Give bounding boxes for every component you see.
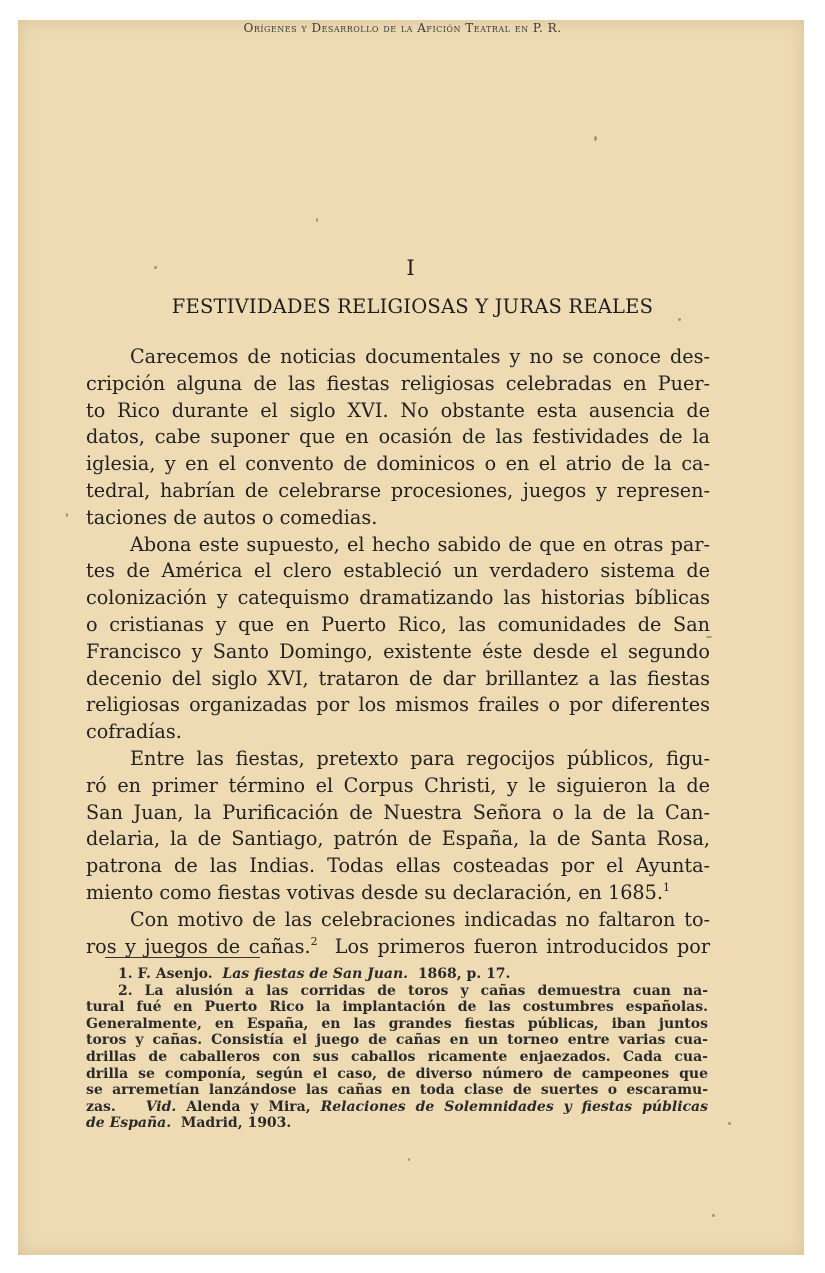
text-line: religiosas organizadas por los mismos frailes o por diferentes bbox=[86, 693, 710, 717]
paragraph-4 bbox=[86, 907, 710, 961]
scan-speck bbox=[728, 1122, 731, 1125]
scan-speck bbox=[408, 1158, 410, 1161]
footnote-2-line: se arremetían lanzándose las cañas en toda clase de suertes o escaramu- bbox=[86, 1082, 708, 1099]
footnote-ref-1: 1 bbox=[662, 880, 670, 894]
text-line: Con motivo de las celebraciones indicadas no faltaron to- bbox=[130, 907, 710, 931]
scan-speck bbox=[66, 513, 68, 517]
paragraph-2 bbox=[86, 532, 710, 746]
footnote-2-line: drilla se componía, según el caso, de diverso número de campeones que bbox=[86, 1065, 708, 1082]
scan-speck bbox=[712, 1214, 715, 1217]
text-line: o cristianas y que en Puerto Rico, las comunidades de San bbox=[86, 612, 710, 636]
text-line: ró en primer término el Corpus Christi, y le siguieron la de bbox=[86, 773, 710, 797]
footnote-2-title: Relaciones de Solemnidades y fiestas públicas bbox=[320, 1098, 709, 1115]
scan-speck bbox=[594, 136, 597, 141]
text-line: San Juan, la Purificación de Nuestra Señora o la de la Can- bbox=[86, 800, 710, 824]
footnote-2-line: 2. La alusión a las corridas de toros y cañas demuestra cuan na- bbox=[118, 982, 708, 999]
text-line: cofradías. bbox=[86, 720, 182, 744]
text-line: iglesia, y en el convento de dominicos o en el atrio de la ca- bbox=[86, 452, 710, 476]
footnote-2-title-cont: de España. bbox=[86, 1115, 172, 1132]
text-line: taciones de autos o comedias. bbox=[86, 505, 378, 529]
text-line: cripción alguna de las fiestas religiosas celebradas en Puer- bbox=[86, 371, 710, 395]
text-line: tes de América el clero estableció un verdadero sistema de bbox=[86, 559, 710, 583]
body-text bbox=[86, 344, 710, 960]
text-line: Francisco y Santo Domingo, existente éste desde el segundo bbox=[86, 639, 710, 663]
footnote-2-line: drillas de caballeros con sus caballos ricamente enjaezados. Cada cua- bbox=[86, 1048, 708, 1065]
footnote-2-author: Alenda y Mira, bbox=[186, 1098, 311, 1115]
footnote-2-vid: Vid. bbox=[145, 1098, 177, 1115]
footnote-2-line: tural fué en Puerto Rico la implantación de las costumbres españolas. bbox=[86, 999, 708, 1016]
footnote-ref-2: 2 bbox=[310, 934, 318, 948]
text-line bbox=[86, 880, 710, 907]
scan-speck bbox=[154, 266, 157, 269]
text-line-tail: Los primeros fueron introducidos por bbox=[334, 934, 710, 958]
text-line: colonización y catequismo dramatizando las historias bíblicas bbox=[86, 586, 710, 610]
footnote-1-suffix: 1868, p. 17. bbox=[417, 966, 511, 982]
paragraph-1 bbox=[86, 344, 710, 532]
running-head: Orígenes y Desarrollo de la Afición Teatral en P. R. bbox=[243, 21, 562, 35]
footnote-1 bbox=[86, 966, 708, 983]
text-line: delaria, la de Santiago, patrón de España, la de Santa Rosa, bbox=[86, 827, 710, 851]
footnote-2-line bbox=[86, 1115, 708, 1132]
footnote-2-line: Generalmente, en España, en las grandes fiestas públicas, iban juntos bbox=[86, 1015, 708, 1032]
footnote-2-prefix: zas. bbox=[86, 1098, 116, 1115]
footnote-1-title: Las fiestas de San Juan. bbox=[222, 966, 409, 982]
text-line: Carecemos de noticias documentales y no se conoce des- bbox=[130, 345, 710, 368]
text-line: tedral, habrían de celebrarse procesiones, juegos y represen- bbox=[86, 478, 710, 502]
text-line: to Rico durante el siglo XVI. No obstante esta ausencia de bbox=[86, 398, 710, 422]
chapter-number: I bbox=[406, 256, 415, 280]
scan-speck bbox=[706, 636, 712, 638]
text-line: Entre las fiestas, pretexto para regocijos públicos, figu- bbox=[130, 746, 710, 770]
paragraph-3 bbox=[86, 746, 710, 907]
footnote-rule bbox=[105, 957, 260, 958]
text-line: patrona de las Indias. Todas ellas costeadas por el Ayunta- bbox=[86, 854, 710, 878]
footnote-2-line: toros y cañas. Consistía el juego de cañas en un torneo entre varias cua- bbox=[86, 1032, 708, 1049]
text-line-content: ros y juegos de cañas. bbox=[86, 934, 311, 958]
text-line: decenio del siglo XVI, trataron de dar brillantez a las fiestas bbox=[86, 666, 710, 690]
text-line: Abona este supuesto, el hecho sabido de que en otras par- bbox=[130, 532, 710, 556]
scan-speck bbox=[678, 318, 681, 321]
scan-speck bbox=[316, 218, 318, 222]
footnote-2-suffix: Madrid, 1903. bbox=[180, 1115, 292, 1132]
text-line: datos, cabe suponer que en ocasión de las festividades de la bbox=[86, 425, 710, 449]
footnote-1-prefix: 1. F. Asenjo. bbox=[118, 966, 213, 982]
footnotes bbox=[86, 966, 708, 1132]
footnote-2-line bbox=[86, 1099, 708, 1116]
chapter-title: FESTIVIDADES RELIGIOSAS Y JURAS REALES bbox=[171, 295, 654, 318]
text-line-content: miento como fiestas votivas desde su declaración, en 1685. bbox=[86, 880, 663, 904]
